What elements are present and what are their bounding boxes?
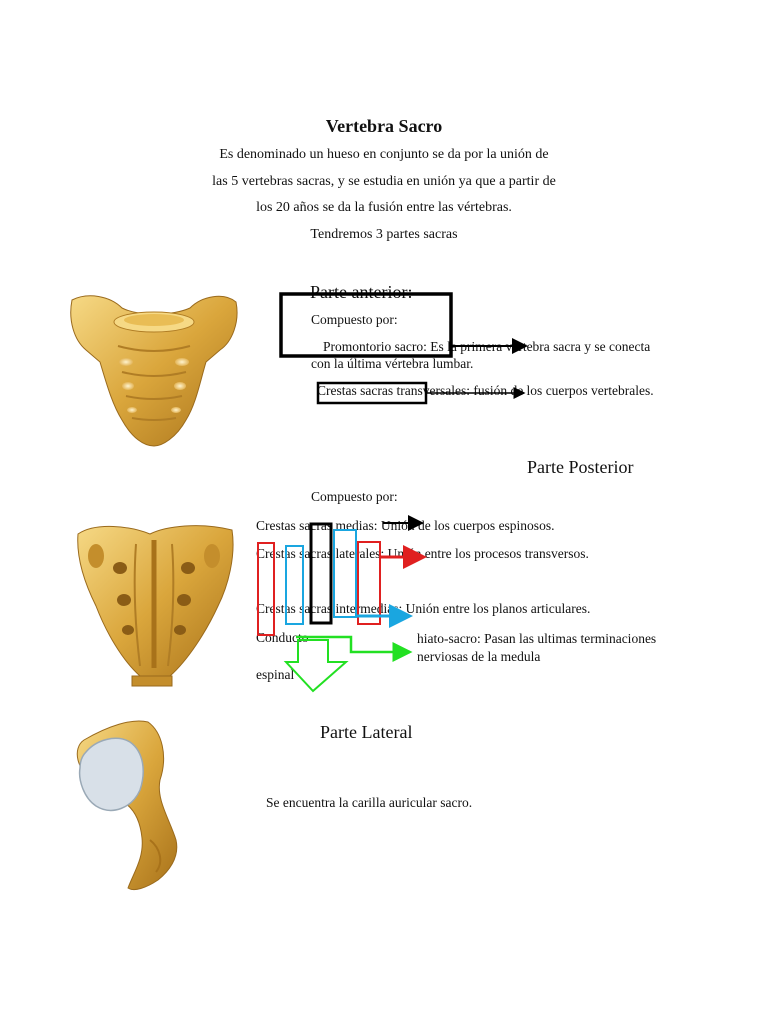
posterior-compuesto: Compuesto por: [311, 489, 398, 504]
intro-line-4: Tendremos 3 partes sacras [310, 227, 458, 242]
anterior-crestas: Crestas sacras transversales: fusión de los cuerpos vertebrales. [317, 383, 654, 398]
anterior-heading: Parte anterior: [310, 282, 413, 302]
posterior-crestas-intermedias: Crestas sacras intermedias: Unión entre los planos articulares. [256, 601, 591, 616]
intro-line-1: Es denominado un hueso en conjunto se da por la unión de [219, 147, 549, 162]
posterior-conducto: Conducto [256, 630, 309, 645]
intro-line-3: los 20 años se da la fusión entre las vértebras. [256, 200, 512, 215]
posterior-hiato: hiato-sacro: Pasan las ultimas terminaciones nerviosas de la medula [417, 631, 657, 664]
sacrum-anterior-image [71, 296, 237, 446]
lateral-heading: Parte Lateral [320, 722, 413, 742]
sacrum-lateral-image [77, 721, 177, 890]
lateral-text: Se encuentra la carilla auricular sacro. [266, 795, 473, 810]
posterior-heading: Parte Posterior [527, 457, 634, 477]
anterior-promontorio: Promontorio sacro: Es la primera vertebra sacra y se conecta con la última vértebra lumbar. [311, 339, 651, 371]
sacrum-posterior-image [78, 526, 233, 686]
intro-line-2: las 5 vertebras sacras, y se estudia en unión ya que a partir de [212, 174, 556, 189]
page-title: Vertebra Sacro [325, 116, 443, 136]
anterior-compuesto: Compuesto por: [311, 312, 398, 327]
posterior-crestas-laterales: Crestas sacras laterales: Unión entre los procesos transversos. [256, 546, 589, 561]
posterior-crestas-medias: Crestas sacras medias: Unión de los cuerpos espinosos. [256, 518, 555, 533]
posterior-espinal: espinal [256, 667, 295, 682]
